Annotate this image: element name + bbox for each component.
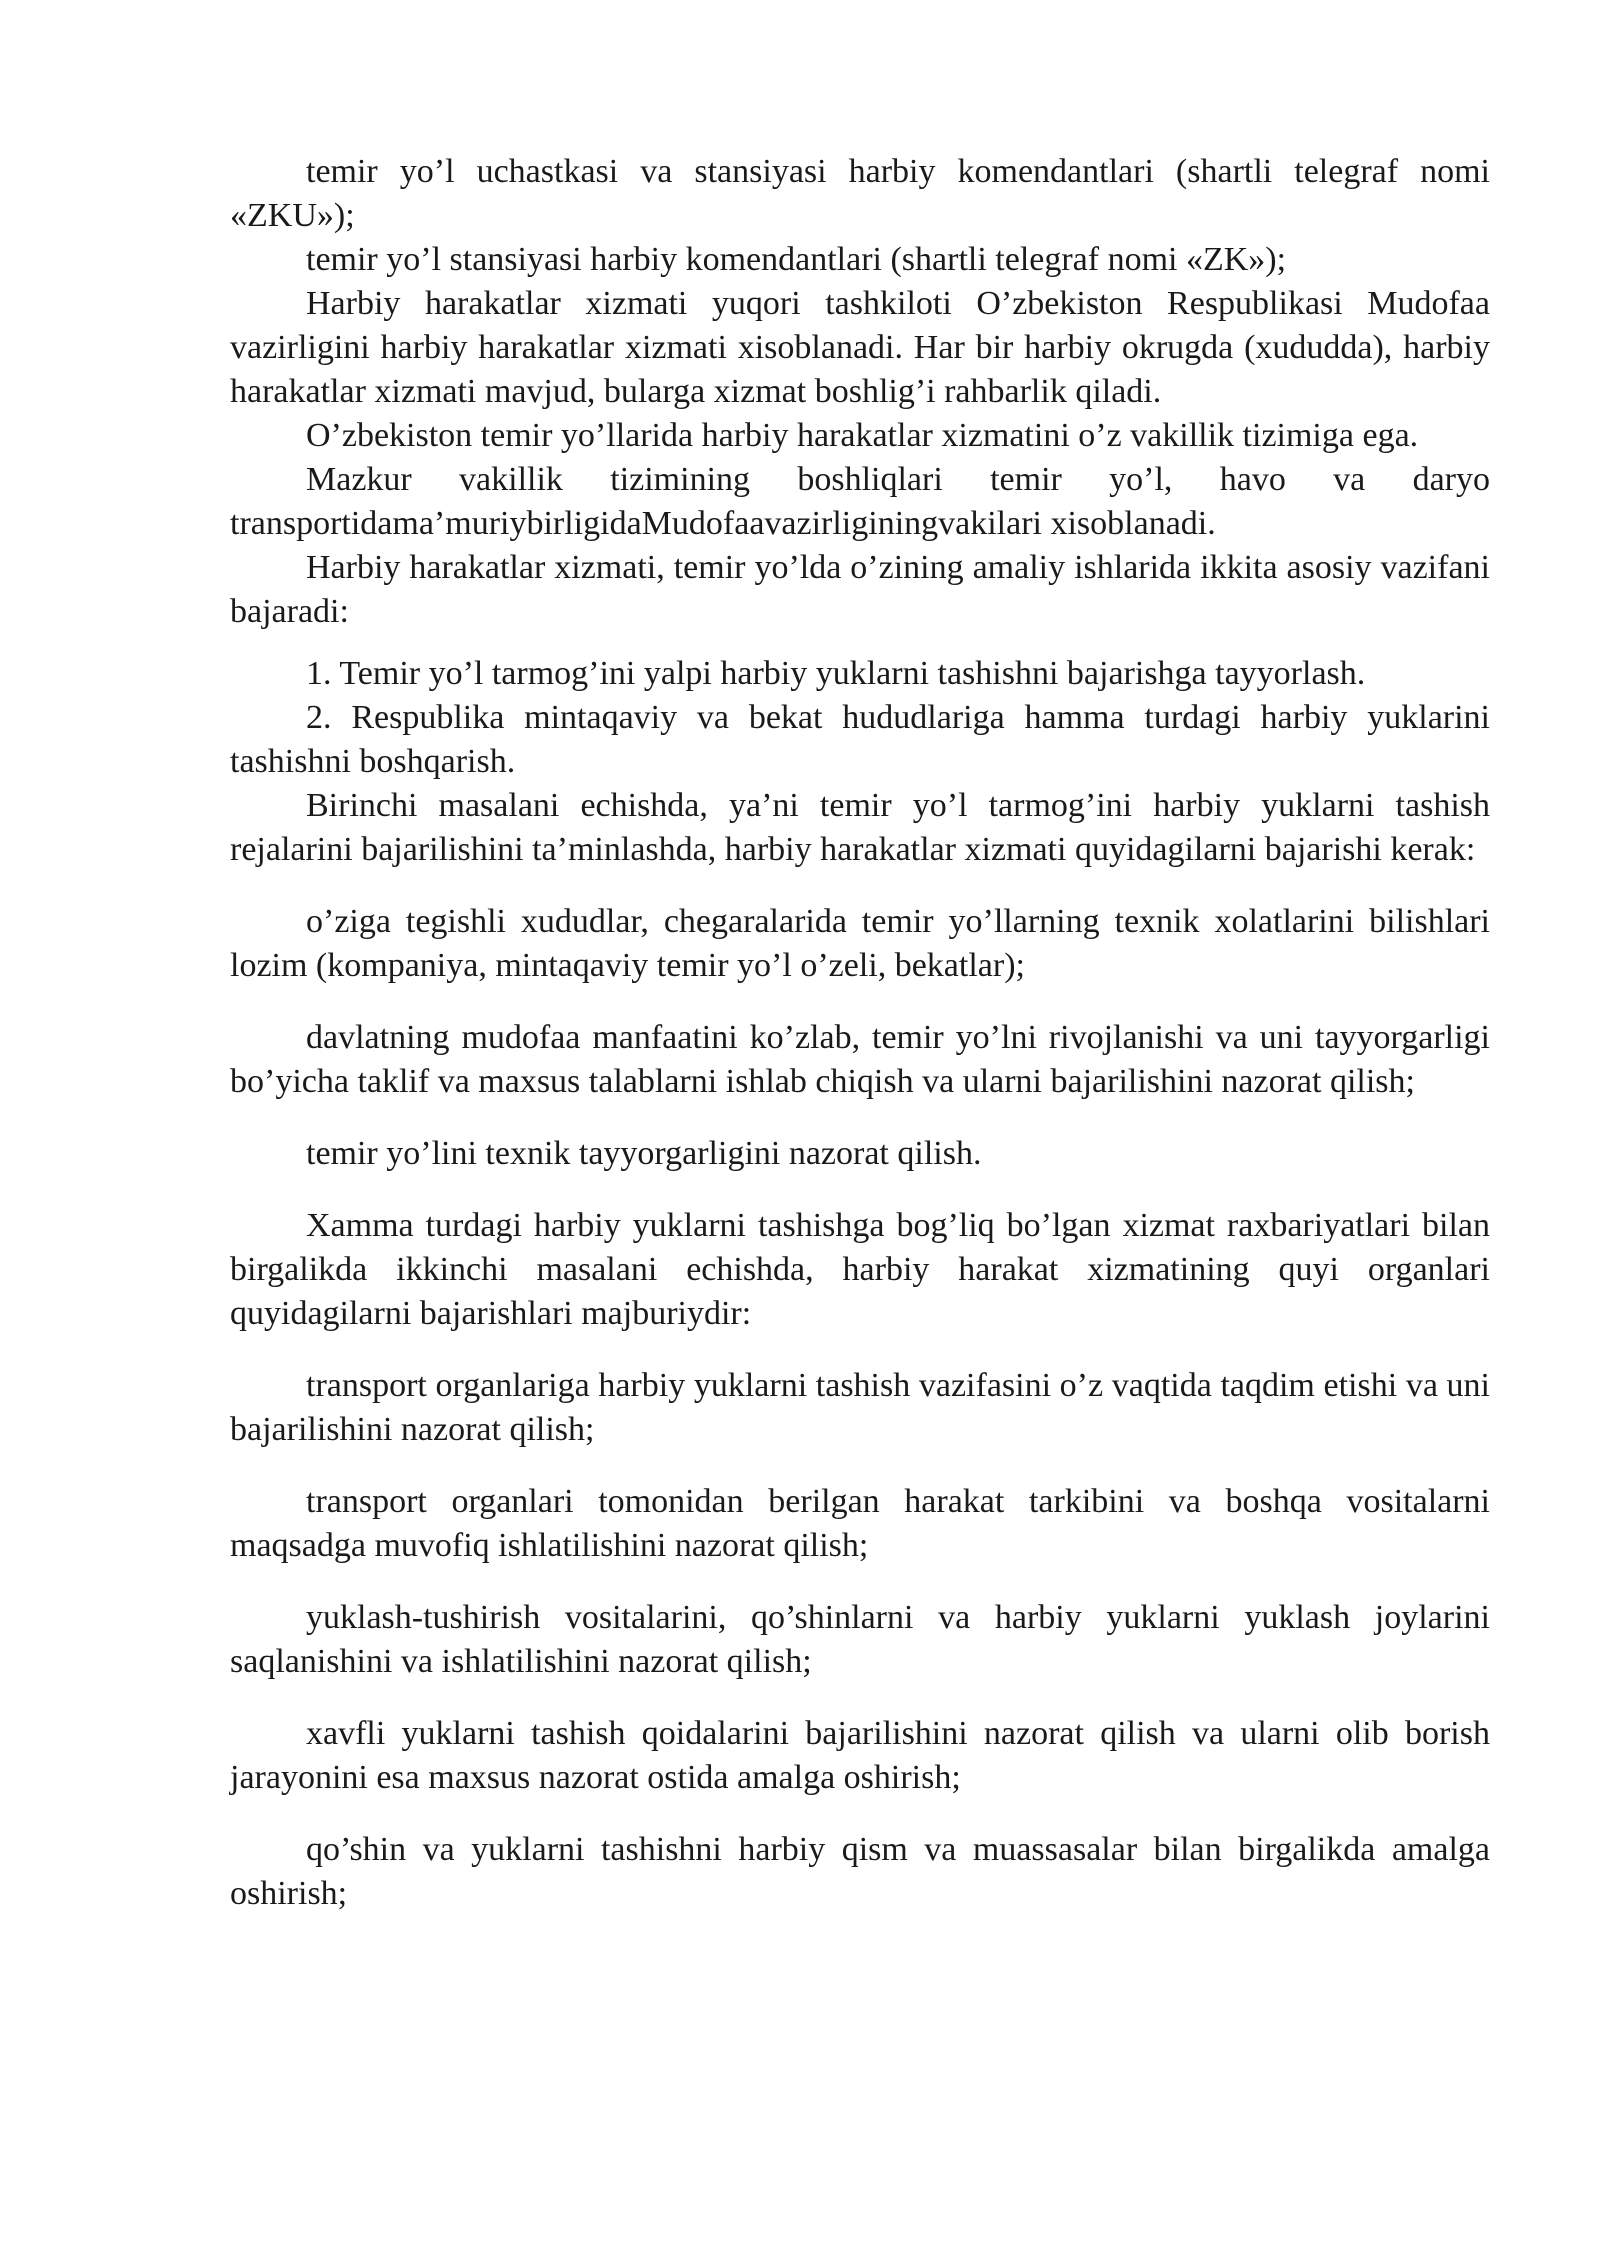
paragraph-first-task: Birinchi masalani echishda, ya’ni temir yo’l tarmog’ini harbiy yuklarni tashish rejalarini bajarilishini ta’minlashda, harbiy harakatlar xizmati quyidagilarni bajarishi kerak: xyxy=(230,787,1490,868)
paragraph-joint-transport: qo’shin va yuklarni tashishni harbiy qism va muassasalar bilan birgalikda amalga oshirish; xyxy=(230,1831,1490,1912)
paragraph-service-structure: Harbiy harakatlar xizmati yuqori tashkiloti O’zbekiston Respublikasi Mudofaa vazirligini harbiy harakatlar xizmati xisoblanadi. Har bir harbiy okrugda (xududda), harbiy harakatlar xizmati mavjud, bularga xizmat boshlig’i rahbarlik qiladi. xyxy=(230,285,1490,410)
paragraph-defense-interest: davlatning mudofaa manfaatini ko’zlab, temir yo’lni rivojlanishi va uni tayyorgarligi bo’yicha taklif va maxsus talablarni ishlab chiqish va ularni bajarilishini nazorat qilish; xyxy=(230,1019,1490,1100)
paragraph-loading-means: yuklash-tushirish vositalarini, qo’shinlarni va harbiy yuklarni yuklash joylarini saqlanishini va ishlatilishini nazorat qilish; xyxy=(230,1599,1490,1680)
paragraph-representation-heads: Mazkur vakillik tizimining boshliqlari temir yo’l, havo va daryo transportidama’muriybirligidaMudofaavazirliginingvakilari xisoblanadi. xyxy=(230,461,1490,542)
paragraph-dangerous-cargo: xavfli yuklarni tashish qoidalarini bajarilishini nazorat qilish va ularni olib borish jarayonini esa maxsus nazorat ostida amalga oshirish; xyxy=(230,1715,1490,1796)
list-item-task-1: 1. Temir yo’l tarmog’ini yalpi harbiy yuklarni tashishni bajarishga tayyorlash. xyxy=(306,655,1366,692)
document-page xyxy=(230,150,1490,1916)
paragraph-technical-state: o’ziga tegishli xududlar, chegaralarida temir yo’llarning texnik xolatlarini bilishlari lozim (kompaniya, mintaqaviy temir yo’l o’zeli, bekatlar); xyxy=(230,903,1490,984)
paragraph-two-tasks: Harbiy harakatlar xizmati, temir yo’lda o’zining amaliy ishlarida ikkita asosiy vazifani bajaradi: xyxy=(230,549,1490,630)
paragraph-technical-readiness: temir yo’lini texnik tayyorgarligini nazorat qilish. xyxy=(306,1135,982,1172)
list-item-task-2: 2. Respublika mintaqaviy va bekat hududlariga hamma turdagi harbiy yuklarini tashishni boshqarish. xyxy=(230,699,1490,780)
paragraph-zk: temir yo’l stansiyasi harbiy komendantlari (shartli telegraf nomi «ZK»); xyxy=(306,241,1287,278)
paragraph-second-task: Xamma turdagi harbiy yuklarni tashishga bog’liq bo’lgan xizmat raxbariyatlari bilan birgalikda ikkinchi masalani echishda, harbiy harakat xizmatining quyi organlari quyidagilarni bajarishlari majburiydir: xyxy=(230,1207,1490,1332)
paragraph-zku: temir yo’l uchastkasi va stansiyasi harbiy komendantlari (shartli telegraf nomi «ZKU»); xyxy=(230,153,1490,234)
paragraph-rolling-stock: transport organlari tomonidan berilgan harakat tarkibini va boshqa vositalarni maqsadga muvofiq ishlatilishini nazorat qilish; xyxy=(230,1483,1490,1564)
paragraph-representation-system: O’zbekiston temir yo’llarida harbiy harakatlar xizmatini o’z vakillik tizimiga ega. xyxy=(306,417,1419,454)
paragraph-transport-orders: transport organlariga harbiy yuklarni tashish vazifasini o’z vaqtida taqdim etishi va uni bajarilishini nazorat qilish; xyxy=(230,1367,1490,1448)
